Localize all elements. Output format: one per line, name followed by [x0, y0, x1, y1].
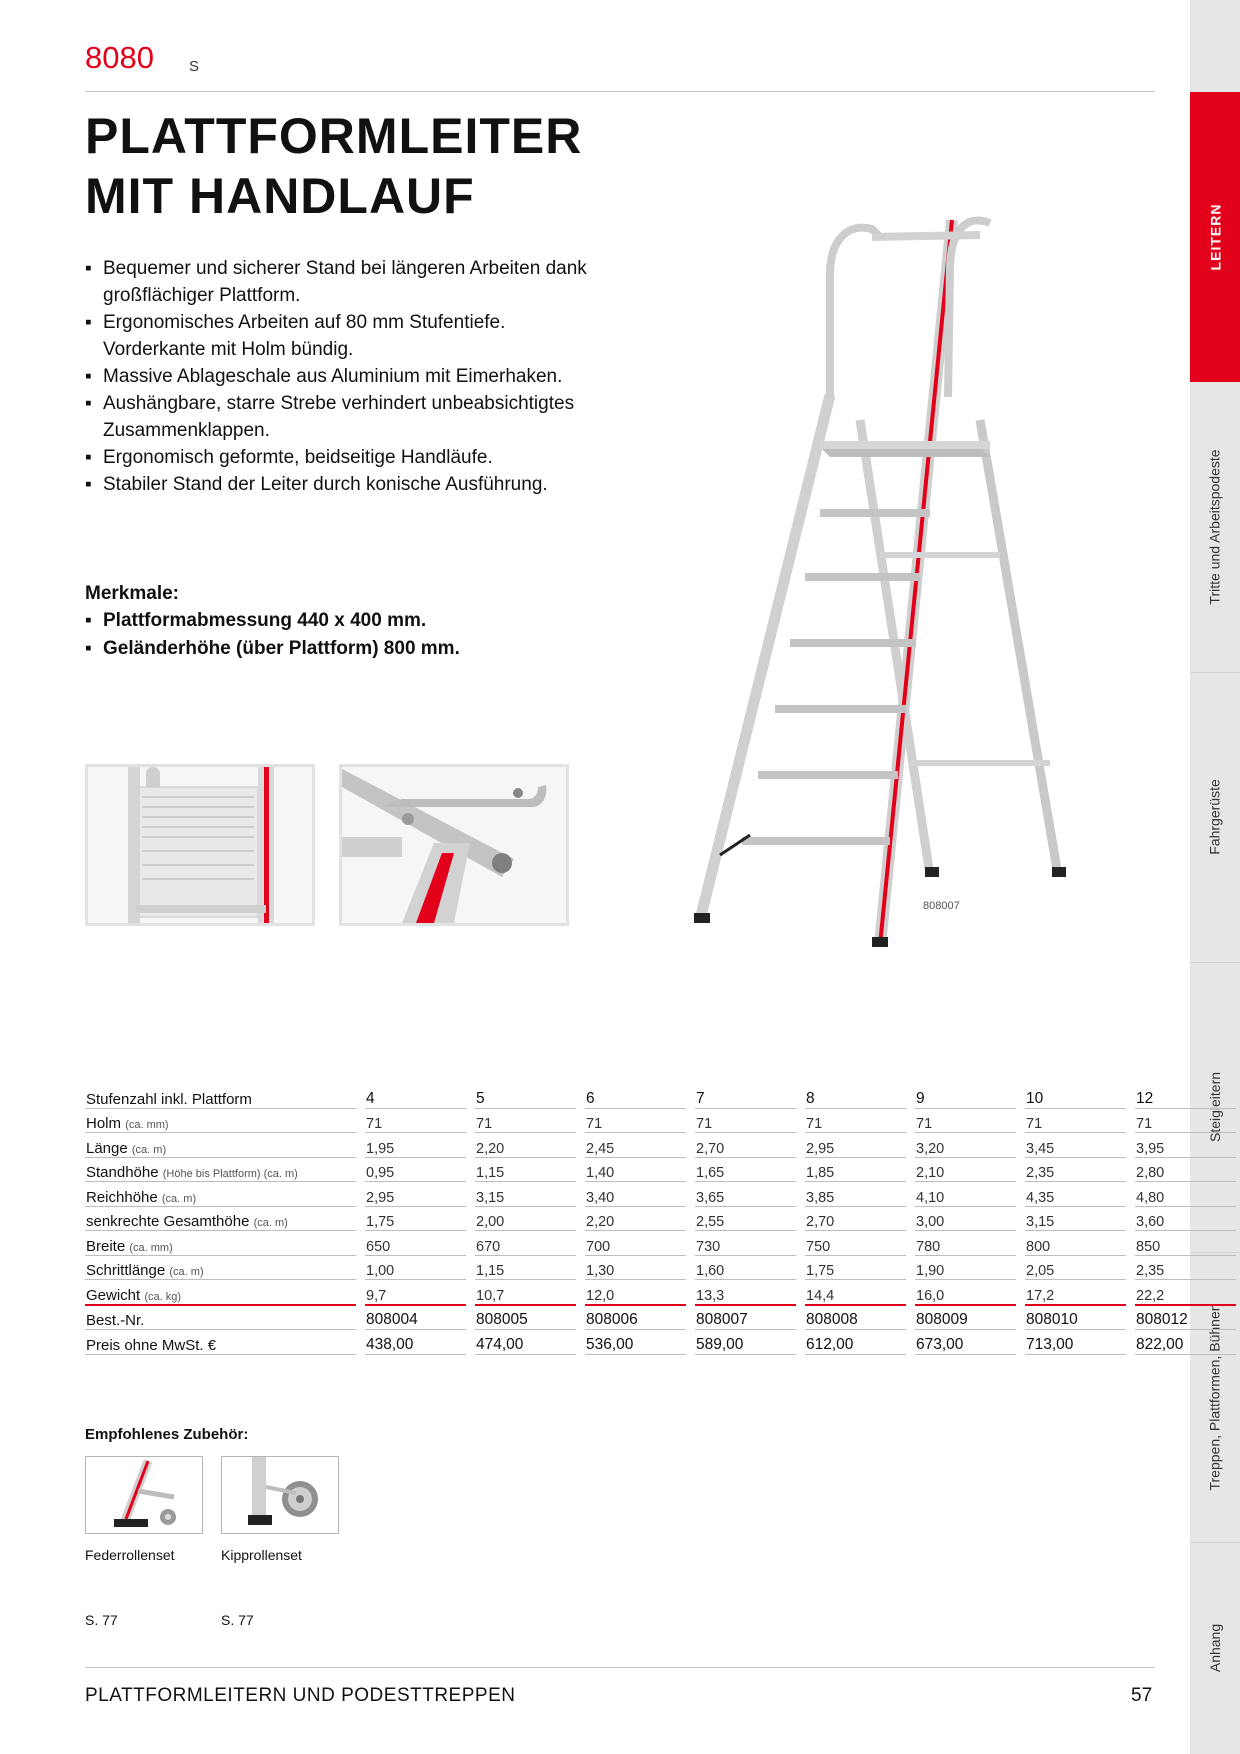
detail-photo-bucket-hook — [339, 764, 569, 926]
spec-row-label — [85, 1330, 356, 1355]
spec-cell: 713,00 — [1025, 1330, 1126, 1355]
spec-cell: 3,65 — [695, 1182, 796, 1207]
spec-gap — [1016, 1133, 1025, 1158]
spec-cell: 1,85 — [805, 1158, 906, 1183]
benefit-item: ▪ Ergonomisches Arbeiten auf 80 mm Stufentiefe. Vorderkante mit Holm bündig. — [85, 309, 605, 363]
spec-cell: 730 — [695, 1231, 796, 1256]
spec-gap — [686, 1109, 695, 1134]
footer-title: PLATTFORMLEITERN UND PODESTTREPPEN — [85, 1685, 516, 1706]
spec-cell: 12,0 — [585, 1280, 686, 1306]
spec-gap — [576, 1330, 585, 1355]
spec-cell: 3,00 — [915, 1207, 1016, 1232]
model-number: 8080 — [85, 40, 154, 75]
spec-table — [85, 1084, 1236, 1355]
spec-cell: 808008 — [805, 1306, 906, 1331]
accessory-page-ref[interactable]: S. 77 — [85, 1612, 118, 1628]
spec-cell: 589,00 — [695, 1330, 796, 1355]
spec-cell: 9 — [915, 1084, 1016, 1109]
feature-list — [85, 607, 460, 663]
title-line-2: MIT HANDLAUF — [85, 168, 475, 224]
accessory-image-kipprollenset[interactable] — [221, 1456, 339, 1534]
spec-gap — [796, 1280, 805, 1306]
benefit-list — [85, 255, 605, 498]
spec-gap — [796, 1109, 805, 1134]
spec-row — [85, 1330, 1236, 1355]
page-number: 57 — [1131, 1685, 1153, 1706]
chapter-sidebar — [1190, 0, 1240, 1754]
spec-gap — [686, 1330, 695, 1355]
spec-cell: 750 — [805, 1231, 906, 1256]
spec-cell: 2,45 — [585, 1133, 686, 1158]
spec-cell: 22,2 — [1135, 1280, 1236, 1306]
spec-gap — [466, 1330, 475, 1355]
detail-photo-platform — [85, 764, 315, 926]
spec-row — [85, 1256, 1236, 1281]
spec-row — [85, 1109, 1236, 1134]
spec-gap — [906, 1330, 915, 1355]
spec-gap — [796, 1133, 805, 1158]
spec-gap — [906, 1084, 915, 1109]
spec-gap — [576, 1133, 585, 1158]
tab-fahrgerueste[interactable] — [1190, 672, 1240, 962]
accessory-name: Kipprollenset — [221, 1547, 302, 1563]
spec-cell: 9,7 — [365, 1280, 466, 1306]
spec-cell: 4 — [365, 1084, 466, 1109]
spec-row-label — [85, 1231, 356, 1256]
spec-label-text: senkrechte Gesamthöhe — [86, 1213, 250, 1230]
spec-cell: 13,3 — [695, 1280, 796, 1306]
features-title: Merkmale: — [85, 583, 179, 604]
spec-gap — [466, 1182, 475, 1207]
spec-row-label — [85, 1280, 356, 1306]
spec-cell: 673,00 — [915, 1330, 1016, 1355]
spec-cell: 71 — [585, 1109, 686, 1134]
spec-gap — [796, 1207, 805, 1232]
spec-cell: 8 — [805, 1084, 906, 1109]
spec-gap — [356, 1330, 365, 1355]
spec-cell: 1,60 — [695, 1256, 796, 1281]
spec-gap — [466, 1133, 475, 1158]
spec-cell: 71 — [805, 1109, 906, 1134]
spec-cell: 14,4 — [805, 1280, 906, 1306]
spec-cell: 808009 — [915, 1306, 1016, 1331]
spec-gap — [576, 1207, 585, 1232]
spec-cell: 3,45 — [1025, 1133, 1126, 1158]
image-article-code: 808007 — [923, 900, 960, 912]
spec-gap — [356, 1306, 365, 1331]
feature-item: ▪ Geländerhöhe (über Plattform) 800 mm. — [85, 635, 460, 663]
spec-cell: 16,0 — [915, 1280, 1016, 1306]
spec-row — [85, 1280, 1236, 1306]
spec-cell: 0,95 — [365, 1158, 466, 1183]
spec-gap — [466, 1256, 475, 1281]
spec-gap — [1016, 1231, 1025, 1256]
spec-cell: 1,00 — [365, 1256, 466, 1281]
spec-gap — [796, 1330, 805, 1355]
spec-cell: 4,80 — [1135, 1182, 1236, 1207]
spec-cell: 4,10 — [915, 1182, 1016, 1207]
feature-item: ▪ Plattformabmessung 440 x 400 mm. — [85, 607, 460, 635]
spec-cell: 17,2 — [1025, 1280, 1126, 1306]
spec-gap — [466, 1207, 475, 1232]
accessory-name: Federrollenset — [85, 1547, 175, 1563]
spec-cell: 1,95 — [365, 1133, 466, 1158]
spec-gap — [356, 1158, 365, 1183]
spec-row-label — [85, 1207, 356, 1232]
spec-gap — [1016, 1330, 1025, 1355]
spec-gap — [1126, 1109, 1135, 1134]
spec-cell: 850 — [1135, 1231, 1236, 1256]
spec-gap — [796, 1182, 805, 1207]
spec-cell: 1,40 — [585, 1158, 686, 1183]
spec-cell: 2,95 — [805, 1133, 906, 1158]
spec-gap — [1016, 1280, 1025, 1306]
spec-gap — [796, 1256, 805, 1281]
spec-unit: (ca. m) — [169, 1266, 204, 1278]
spec-gap — [466, 1306, 475, 1331]
spec-cell: 71 — [915, 1109, 1016, 1134]
spec-cell: 12 — [1135, 1084, 1236, 1109]
spec-cell: 2,35 — [1135, 1256, 1236, 1281]
spec-gap — [906, 1158, 915, 1183]
spec-gap — [1126, 1182, 1135, 1207]
spec-cell: 808010 — [1025, 1306, 1126, 1331]
spec-cell: 3,15 — [475, 1182, 576, 1207]
spec-gap — [1016, 1207, 1025, 1232]
benefit-item: ▪ Massive Ablageschale aus Aluminium mit Eimerhaken. — [85, 363, 605, 390]
spec-cell: 2,55 — [695, 1207, 796, 1232]
spec-cell: 1,15 — [475, 1158, 576, 1183]
spec-label-text: Standhöhe — [86, 1164, 159, 1181]
spec-gap — [906, 1109, 915, 1134]
spec-gap — [576, 1231, 585, 1256]
spec-gap — [1016, 1158, 1025, 1183]
spec-cell: 71 — [1135, 1109, 1236, 1134]
spec-gap — [1016, 1084, 1025, 1109]
spec-row — [85, 1306, 1236, 1331]
spec-gap — [576, 1280, 585, 1306]
spec-row — [85, 1133, 1236, 1158]
spec-cell: 2,35 — [1025, 1158, 1126, 1183]
spec-gap — [906, 1207, 915, 1232]
spec-gap — [906, 1256, 915, 1281]
spec-cell: 2,70 — [805, 1207, 906, 1232]
spec-gap — [1126, 1231, 1135, 1256]
spec-gap — [356, 1231, 365, 1256]
tab-label: Treppen, Plattformen, Bühnen — [1207, 1303, 1224, 1491]
spec-cell: 3,95 — [1135, 1133, 1236, 1158]
title-line-1: PLATTFORMLEITER — [85, 108, 583, 164]
spec-gap — [1126, 1158, 1135, 1183]
spec-row — [85, 1231, 1236, 1256]
spec-gap — [796, 1158, 805, 1183]
tab-label: Tritte und Arbeitspodeste — [1207, 449, 1224, 605]
footer-divider — [85, 1667, 1155, 1668]
benefit-item: ▪ Stabiler Stand der Leiter durch konische Ausführung. — [85, 471, 605, 498]
accessories-title: Empfohlenes Zubehör: — [85, 1426, 249, 1443]
spec-label-text: Breite — [86, 1237, 126, 1255]
spec-gap — [466, 1084, 475, 1109]
spec-unit: (ca. kg) — [144, 1290, 182, 1303]
spec-cell: 808005 — [475, 1306, 576, 1331]
header-divider — [85, 91, 1155, 92]
spec-cell: 10,7 — [475, 1280, 576, 1306]
accessory-image-federrollenset[interactable] — [85, 1456, 203, 1534]
spec-row-label — [85, 1256, 356, 1281]
spec-cell: 1,90 — [915, 1256, 1016, 1281]
spec-gap — [686, 1207, 695, 1232]
spec-gap — [686, 1256, 695, 1281]
spec-cell: 1,65 — [695, 1158, 796, 1183]
spec-cell: 650 — [365, 1231, 466, 1256]
spec-gap — [1016, 1306, 1025, 1331]
tab-tritte-arbeitspodeste[interactable] — [1190, 382, 1240, 672]
spec-label-text: Preis ohne MwSt. € — [86, 1336, 217, 1354]
spec-cell: 700 — [585, 1231, 686, 1256]
spec-cell: 822,00 — [1135, 1330, 1236, 1355]
spec-cell: 3,20 — [915, 1133, 1016, 1158]
spec-cell: 1,15 — [475, 1256, 576, 1281]
spec-label-text: Länge — [86, 1139, 128, 1157]
spec-cell: 670 — [475, 1231, 576, 1256]
spec-gap — [356, 1109, 365, 1134]
spec-cell: 71 — [365, 1109, 466, 1134]
spec-cell: 71 — [1025, 1109, 1126, 1134]
spec-row-label — [85, 1084, 356, 1109]
spec-cell: 536,00 — [585, 1330, 686, 1355]
spec-cell: 7 — [695, 1084, 796, 1109]
spec-gap — [686, 1306, 695, 1331]
spec-cell: 2,70 — [695, 1133, 796, 1158]
spec-gap — [1126, 1330, 1135, 1355]
accessory-page-ref[interactable]: S. 77 — [221, 1612, 254, 1628]
spec-cell: 3,40 — [585, 1182, 686, 1207]
tab-label: Steigleitern — [1207, 1071, 1224, 1143]
benefit-item: ▪ Aushängbare, starre Strebe verhindert unbeabsichtigtes Zusammenklappen. — [85, 390, 605, 444]
spec-gap — [1126, 1306, 1135, 1331]
spec-cell: 808012 — [1135, 1306, 1236, 1331]
spec-cell: 438,00 — [365, 1330, 466, 1355]
spec-gap — [576, 1084, 585, 1109]
spec-row — [85, 1182, 1236, 1207]
spec-cell: 2,05 — [1025, 1256, 1126, 1281]
spec-gap — [796, 1231, 805, 1256]
spec-gap — [356, 1182, 365, 1207]
spec-unit: (ca. m) — [131, 1143, 167, 1156]
spec-cell: 808007 — [695, 1306, 796, 1331]
spec-label-text: Stufenzahl inkl. Plattform — [86, 1090, 252, 1108]
spec-gap — [576, 1182, 585, 1207]
spec-row-label — [85, 1158, 356, 1183]
spec-gap — [356, 1133, 365, 1158]
spec-cell: 2,20 — [585, 1207, 686, 1232]
spec-cell: 2,10 — [915, 1158, 1016, 1183]
spec-gap — [686, 1084, 695, 1109]
tab-anhang[interactable] — [1190, 1542, 1240, 1754]
spec-cell: 780 — [915, 1231, 1016, 1256]
spec-gap — [356, 1207, 365, 1232]
spec-label-text: Schrittlänge — [86, 1262, 166, 1279]
spec-cell: 4,35 — [1025, 1182, 1126, 1207]
spec-label-text: Best.-Nr. — [86, 1312, 145, 1329]
spec-gap — [576, 1158, 585, 1183]
spec-cell: 3,60 — [1135, 1207, 1236, 1232]
spec-gap — [1126, 1256, 1135, 1281]
spec-gap — [1016, 1109, 1025, 1134]
spec-cell: 71 — [475, 1109, 576, 1134]
tab-leitern[interactable] — [1190, 92, 1240, 382]
spec-cell: 5 — [475, 1084, 576, 1109]
spec-unit: (Höhe bis Plattform) (ca. m) — [162, 1168, 298, 1180]
spec-cell: 1,75 — [365, 1207, 466, 1232]
spec-cell: 2,80 — [1135, 1158, 1236, 1183]
spec-gap — [906, 1280, 915, 1306]
spec-cell: 10 — [1025, 1084, 1126, 1109]
ladder-product-image — [680, 215, 1080, 955]
spec-gap — [686, 1231, 695, 1256]
spec-label-text: Holm — [86, 1115, 122, 1132]
spec-gap — [1126, 1084, 1135, 1109]
spec-gap — [796, 1084, 805, 1109]
spec-gap — [906, 1231, 915, 1256]
spec-gap — [796, 1306, 805, 1331]
tab-label: Anhang — [1207, 1623, 1223, 1673]
spec-cell: 3,15 — [1025, 1207, 1126, 1232]
spec-row-label — [85, 1109, 356, 1134]
spec-gap — [576, 1306, 585, 1331]
spec-unit: (ca. mm) — [125, 1119, 169, 1131]
spec-cell: 6 — [585, 1084, 686, 1109]
spec-cell: 612,00 — [805, 1330, 906, 1355]
spec-unit: (ca. m) — [161, 1192, 197, 1205]
spec-row-label — [85, 1182, 356, 1207]
spec-cell: 800 — [1025, 1231, 1126, 1256]
spec-gap — [1126, 1207, 1135, 1232]
spec-gap — [356, 1280, 365, 1306]
spec-cell: 2,95 — [365, 1182, 466, 1207]
spec-label-text: Reichhöhe — [86, 1188, 158, 1206]
spec-gap — [576, 1256, 585, 1281]
model-variant: S — [189, 58, 200, 75]
spec-cell: 2,20 — [475, 1133, 576, 1158]
spec-cell: 1,30 — [585, 1256, 686, 1281]
benefit-item: ▪ Ergonomisch geformte, beidseitige Handläufe. — [85, 444, 605, 471]
spec-row — [85, 1207, 1236, 1232]
spec-gap — [686, 1280, 695, 1306]
benefit-item: ▪ Bequemer und sicherer Stand bei längeren Arbeiten dank großflächiger Plattform. — [85, 255, 605, 309]
spec-gap — [906, 1306, 915, 1331]
spec-gap — [1016, 1182, 1025, 1207]
spec-cell: 3,85 — [805, 1182, 906, 1207]
spec-cell: 71 — [695, 1109, 796, 1134]
spec-unit: (ca. mm) — [129, 1241, 173, 1254]
spec-unit: (ca. m) — [253, 1217, 288, 1229]
spec-gap — [466, 1158, 475, 1183]
spec-cell: 1,75 — [805, 1256, 906, 1281]
tab-label: Fahrgerüste — [1207, 779, 1224, 855]
spec-cell: 474,00 — [475, 1330, 576, 1355]
spec-gap — [576, 1109, 585, 1134]
spec-row — [85, 1084, 1236, 1109]
spec-gap — [356, 1084, 365, 1109]
spec-gap — [1016, 1256, 1025, 1281]
spec-gap — [466, 1231, 475, 1256]
spec-gap — [906, 1182, 915, 1207]
spec-row-label — [85, 1133, 356, 1158]
spec-row-label — [85, 1306, 356, 1331]
spec-gap — [906, 1133, 915, 1158]
tab-label: LEITERN — [1207, 203, 1224, 271]
spec-label-text: Gewicht — [86, 1286, 141, 1304]
page-title — [85, 106, 582, 226]
spec-cell: 2,00 — [475, 1207, 576, 1232]
spec-cell: 808004 — [365, 1306, 466, 1331]
spec-row — [85, 1158, 1236, 1183]
spec-gap — [466, 1280, 475, 1306]
spec-gap — [686, 1158, 695, 1183]
spec-gap — [686, 1133, 695, 1158]
spec-gap — [686, 1182, 695, 1207]
spec-gap — [466, 1109, 475, 1134]
spec-cell: 808006 — [585, 1306, 686, 1331]
spec-gap — [356, 1256, 365, 1281]
spec-gap — [1126, 1133, 1135, 1158]
spec-gap — [1126, 1280, 1135, 1306]
